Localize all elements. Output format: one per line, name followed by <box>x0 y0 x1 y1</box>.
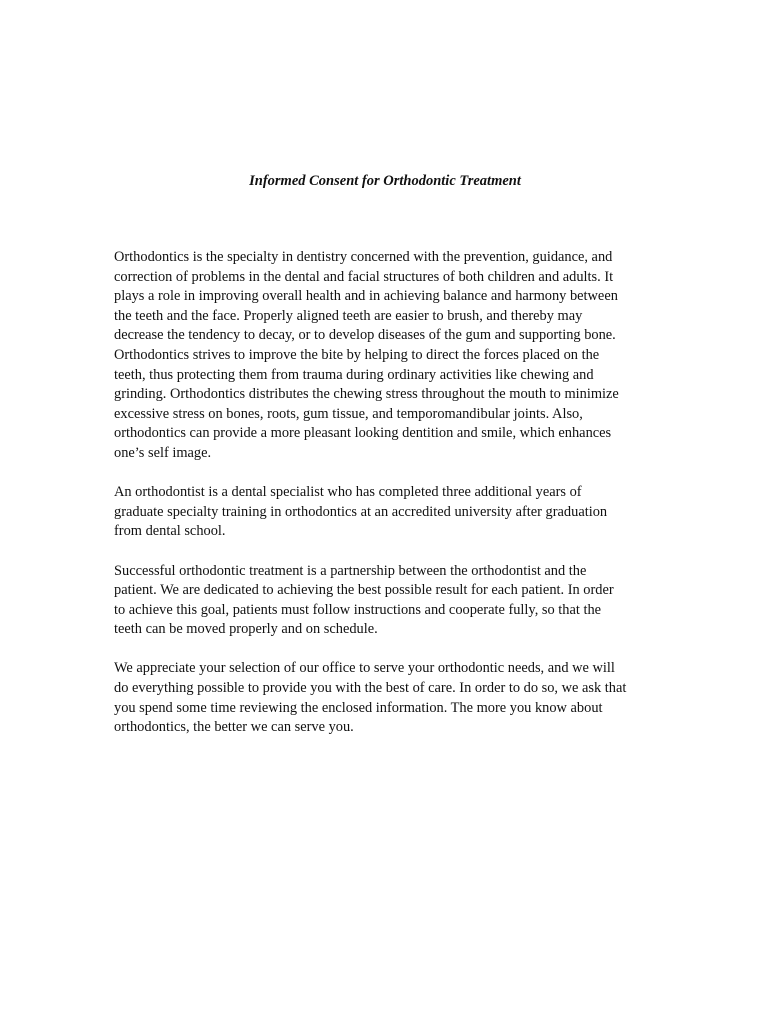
document-title: Informed Consent for Orthodontic Treatment <box>249 173 521 189</box>
document-body <box>114 248 662 757</box>
paragraph-line: one’s self image. <box>114 444 212 461</box>
paragraph-line: We appreciate your selection of our office to serve your orthodontic needs, and we will <box>114 660 615 677</box>
paragraph-2 <box>114 483 662 542</box>
paragraph-line: orthodontics can provide a more pleasant looking dentition and smile, which enhances <box>114 425 612 442</box>
paragraph-4 <box>114 659 662 737</box>
paragraph-line: grinding. Orthodontics distributes the chewing stress throughout the mouth to minimize <box>114 386 619 403</box>
paragraph-line: to achieve this goal, patients must follow instructions and cooperate fully, so that the <box>114 601 602 618</box>
paragraph-line: teeth can be moved properly and on schedule. <box>114 621 378 638</box>
paragraph-line: teeth, thus protecting them from trauma during ordinary activities like chewing and <box>114 366 594 383</box>
paragraph-line: decrease the tendency to decay, or to develop diseases of the gum and supporting bone. <box>114 327 616 344</box>
paragraph-line: An orthodontist is a dental specialist who has completed three additional years of <box>114 484 582 501</box>
paragraph-line: correction of problems in the dental and facial structures of both children and adults. It <box>114 268 614 285</box>
paragraph-line: patient. We are dedicated to achieving the best possible result for each patient. In order <box>114 582 614 599</box>
paragraph-line: you spend some time reviewing the enclosed information. The more you know about <box>114 699 603 716</box>
paragraph-line: orthodontics, the better we can serve you. <box>114 719 354 736</box>
paragraph-line: from dental school. <box>114 523 226 540</box>
paragraph-line: Successful orthodontic treatment is a partnership between the orthodontist and the <box>114 562 587 579</box>
paragraph-3 <box>114 562 662 640</box>
paragraph-1 <box>114 248 662 464</box>
paragraph-line: excessive stress on bones, roots, gum tissue, and temporomandibular joints. Also, <box>114 405 583 422</box>
paragraph-line: Orthodontics is the specialty in dentistry concerned with the prevention, guidance, and <box>114 249 613 265</box>
paragraph-line: the teeth and the face. Properly aligned teeth are easier to brush, and thereby may <box>114 307 583 324</box>
paragraph-line: do everything possible to provide you with the best of care. In order to do so, we ask that <box>114 680 627 697</box>
paragraph-line: graduate specialty training in orthodontics at an accredited university after graduation <box>114 503 608 520</box>
paragraph-line: plays a role in improving overall health and in achieving balance and harmony between <box>114 288 618 305</box>
paragraph-line: Orthodontics strives to improve the bite by helping to direct the forces placed on the <box>114 346 600 363</box>
